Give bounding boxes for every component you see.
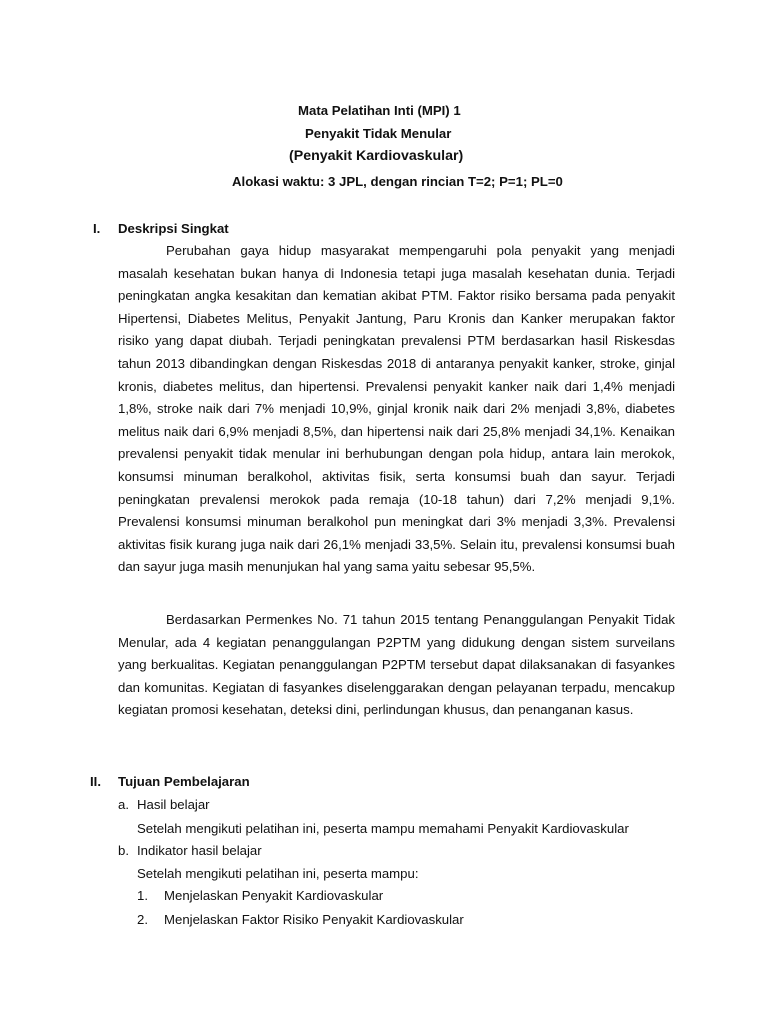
section-2-number: II. bbox=[90, 774, 101, 789]
item-a-text: Setelah mengikuti pelatihan ini, peserta mampu memahami Penyakit Kardiovaskular bbox=[137, 821, 629, 836]
indicator-2-text: Menjelaskan Faktor Risiko Penyakit Kardiovaskular bbox=[164, 912, 464, 927]
item-b-marker: b. bbox=[118, 843, 129, 858]
indicator-1-number: 1. bbox=[137, 888, 148, 903]
section-1-number: I. bbox=[93, 221, 101, 236]
section-2-title: Tujuan Pembelajaran bbox=[118, 774, 250, 789]
course-topic: Penyakit Tidak Menular bbox=[305, 126, 452, 141]
item-a-label: Hasil belajar bbox=[137, 797, 210, 812]
section-1-paragraph-1: Perubahan gaya hidup masyarakat mempengaruhi pola penyakit yang menjadi masalah kesehatan bukan hanya di Indonesia tetapi juga masalah kesehatan dunia. Terjadi peningkatan angka kesakitan dan kematian akibat PTM. Faktor risiko bersama pada penyakit Hipertensi, Diabetes Melitus, Penyakit Jantung, Paru Kronis dan Kanker merupakan faktor risiko yang dapat diubah. Terjadi peningkatan prevalensi PTM berdasarkan hasil Riskesdas tahun 2013 dibandingkan dengan Riskesdas 2018 di antaranya penyakit kanker, stroke, ginjal kronis, diabetes melitus, dan hipertensi. Prevalensi penyakit kanker naik dari 1,4% menjadi 1,8%, stroke naik dari 7% menjadi 10,9%, ginjal kronik naik dari 2% menjadi 3,8%, diabetes melitus naik dari 6,9% menjadi 8,5%, dan hipertensi naik dari 25,8% menjadi 34,1%. Kenaikan prevalensi penyakit tidak menular ini berhubungan dengan pola hidup, antara lain merokok, konsumsi minuman beralkohol, aktivitas fisik, serta konsumsi buah dan sayur. Terjadi peningkatan prevalensi merokok pada remaja (10-18 tahun) dari 7,2% menjadi 9,1%. Prevalensi konsumsi minuman beralkohol pun meningkat dari 3% menjadi 3,3%. Prevalensi aktivitas fisik kurang juga naik dari 26,1% menjadi 33,5%. Selain itu, prevalensi konsumsi buah dan sayur juga masih menunjukan hal yang sama yaitu sebesar 95,5%. bbox=[118, 243, 675, 575]
section-1-title: Deskripsi Singkat bbox=[118, 221, 229, 236]
section-1-paragraph-2: Berdasarkan Permenkes No. 71 tahun 2015 tentang Penanggulangan Penyakit Tidak Menular, ada 4 kegiatan penanggulangan P2PTM yang didukung dengan sistem surveilans yang berkualitas. Kegiatan penanggulangan P2PTM tersebut dapat dilaksanakan di fasyankes dan komunitas. Kegiatan di fasyankes diselenggarakan dengan pelayanan terpadu, mencakup kegiatan promosi kesehatan, deteksi dini, perlindungan khusus, dan penanganan kasus. bbox=[118, 612, 675, 718]
item-b-label: Indikator hasil belajar bbox=[137, 843, 262, 858]
indicator-2-number: 2. bbox=[137, 912, 148, 927]
item-a-marker: a. bbox=[118, 797, 129, 812]
course-title: Mata Pelatihan Inti (MPI) 1 bbox=[298, 103, 461, 118]
course-subtopic: (Penyakit Kardiovaskular) bbox=[289, 148, 464, 164]
item-b-intro: Setelah mengikuti pelatihan ini, peserta mampu: bbox=[137, 866, 419, 881]
indicator-1-text: Menjelaskan Penyakit Kardiovaskular bbox=[164, 888, 384, 903]
time-allocation: Alokasi waktu: 3 JPL, dengan rincian T=2; P=1; PL=0 bbox=[232, 174, 563, 189]
